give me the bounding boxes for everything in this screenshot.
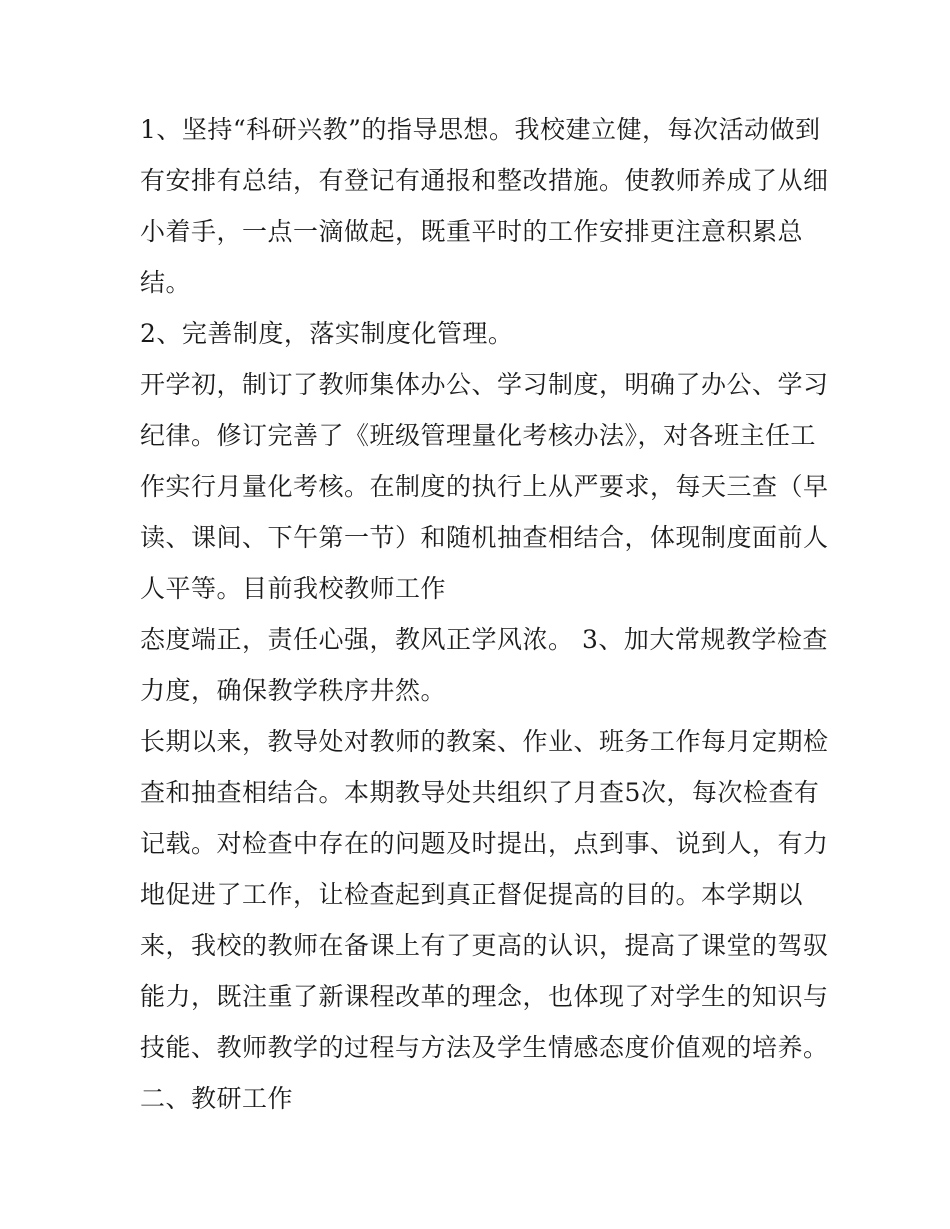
text-line: 纪律。修订完善了《班级管理量化考核办法》，对各班主任工 <box>140 421 817 450</box>
text-line: 1、坚持“科研兴教”的指导思想。我校建立健，每次活动做到 <box>140 115 821 144</box>
text-line: 长期以来，教导处对教师的教案、作业、班务工作每月定期检 <box>140 727 829 756</box>
text-line: 查和抽查相结合。本期教导处共组织了月查5次，每次检查有 <box>140 778 820 807</box>
text-line: 作实行月量化考核。在制度的执行上从严要求，每天三查（早 <box>140 472 829 501</box>
text-line: 小着手，一点一滴做起，既重平时的工作安排更注意积累总 <box>140 217 804 246</box>
section-heading: 二、教研工作 <box>140 1084 294 1113</box>
text-line: 能力，既注重了新课程改革的理念，也体现了对学生的知识与 <box>140 982 829 1011</box>
text-line: 人平等。目前我校教师工作 <box>140 574 447 603</box>
text-line: 态度端正，责任心强，教风正学风浓。 3、加大常规教学检查 <box>140 625 828 654</box>
section-heading: 2、完善制度，落实制度化管理。 <box>140 319 514 348</box>
text-line: 有安排有总结，有登记有通报和整改措施。使教师养成了从细 <box>140 166 829 195</box>
text-line: 结。 <box>140 268 192 297</box>
text-line: 读、课间、下午第一节）和随机抽查相结合，体现制度面前人 <box>140 523 829 552</box>
text-line: 开学初，制订了教师集体办公、学习制度，明确了办公、学习 <box>140 370 829 399</box>
text-line: 来，我校的教师在备课上有了更高的认识，提高了课堂的驾驭 <box>140 931 829 960</box>
text-line: 记载。对检查中存在的问题及时提出，点到事、说到人，有力 <box>140 829 829 858</box>
document-body <box>140 104 829 1124</box>
text-line: 技能、教师教学的过程与方法及学生情感态度价值观的培养。 <box>140 1033 829 1062</box>
text-line: 力度，确保教学秩序井然。 <box>140 676 447 705</box>
text-line: 地促进了工作，让检查起到真正督促提高的目的。本学期以 <box>140 880 804 909</box>
